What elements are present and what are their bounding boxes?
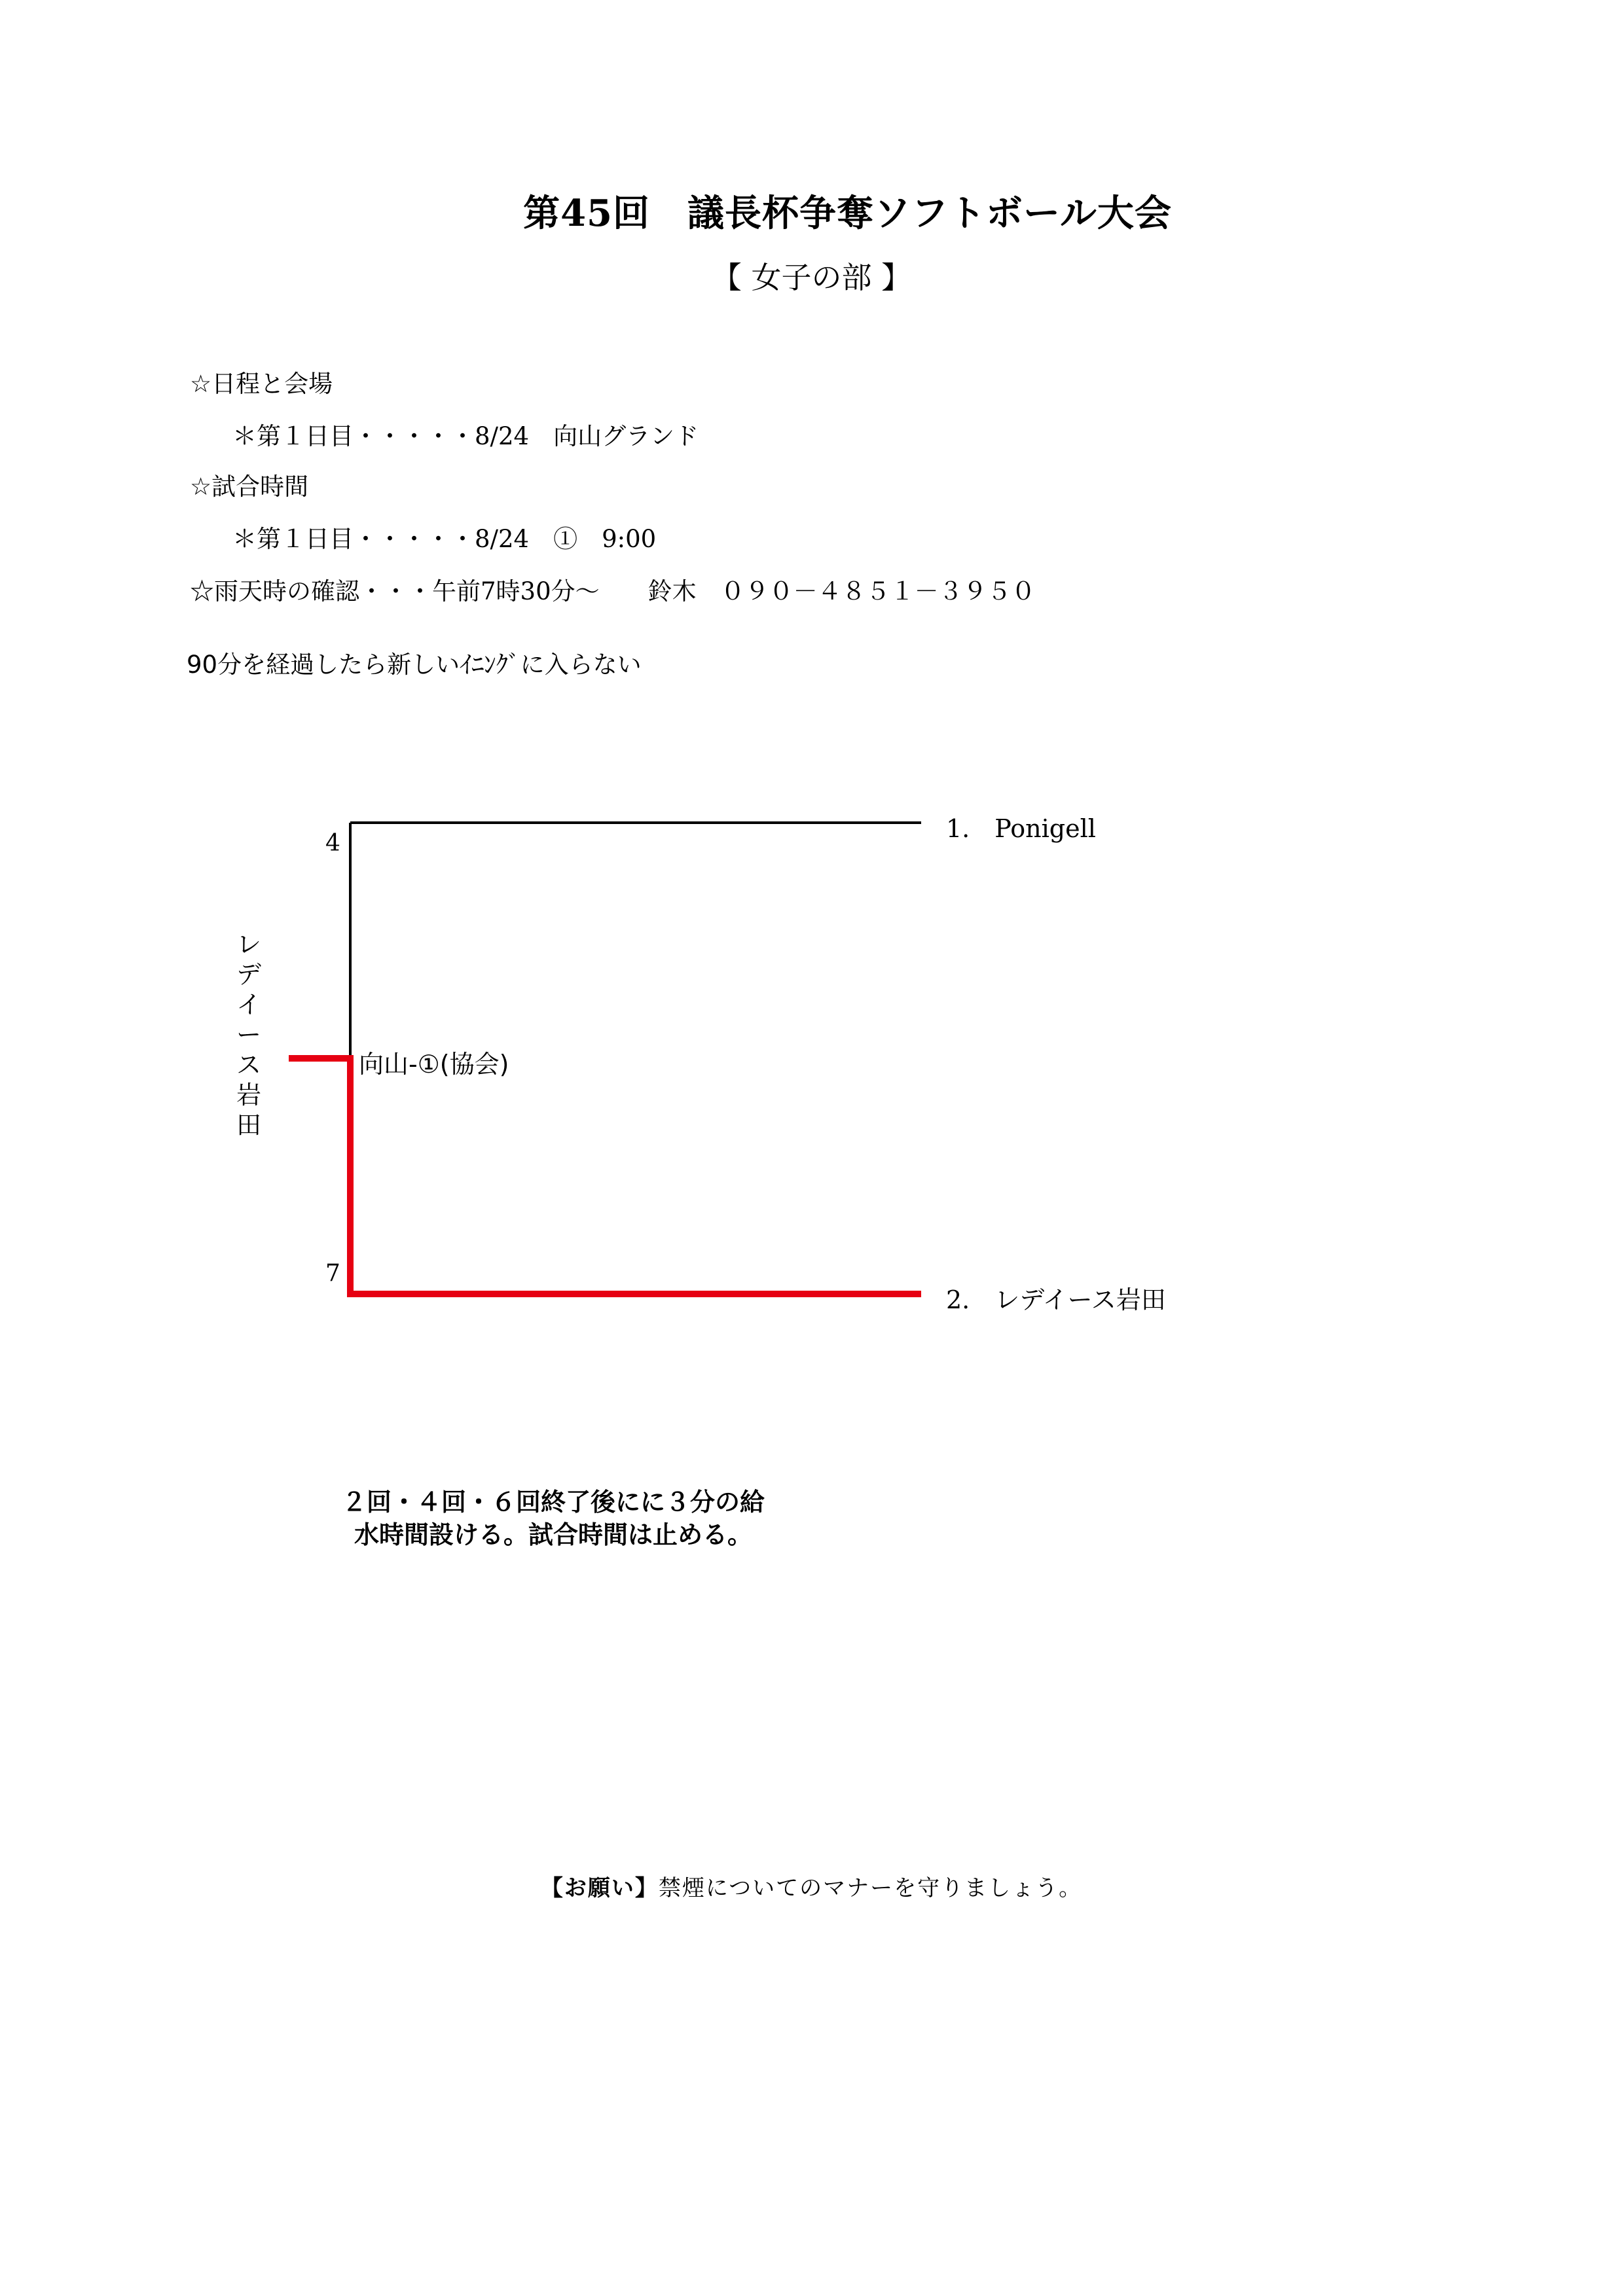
- schedule-heading: ☆日程と会場: [190, 370, 333, 398]
- winner-name-char: ー: [236, 1020, 261, 1049]
- time-heading: ☆試合時間: [190, 473, 309, 501]
- score-team1: 4: [325, 830, 340, 857]
- winner-name-char: イ: [236, 990, 261, 1019]
- winner-name-char: 岩: [236, 1081, 261, 1109]
- page-title: 第45回 議長杯争奪ソフトボール大会: [523, 192, 1172, 235]
- request-label: 【お願い】: [540, 1875, 659, 1901]
- time-limit-rule: 90分を経過したら新しいｲﾆﾝｸﾞに入らない: [187, 651, 642, 679]
- schedule-day1: ＊第１日目・・・・・8/24 向山グランド: [232, 422, 699, 450]
- rain-check-info: ☆雨天時の確認・・・午前7時30分～ 鈴木 ０９０－４８５１－３９５０: [190, 577, 1036, 605]
- winner-name-char: デ: [236, 960, 261, 989]
- winner-name-vertical: [232, 929, 265, 1140]
- winner-name-char: 田: [236, 1111, 261, 1139]
- winner-name-char: レ: [236, 930, 261, 959]
- venue-label: 向山-①(協会): [359, 1050, 509, 1079]
- page-subtitle: 【 女子の部 】: [711, 260, 912, 295]
- request-text: 禁煙についてのマナーを守りましょう。: [658, 1875, 1083, 1901]
- score-team2: 7: [325, 1260, 340, 1287]
- time-day1: ＊第１日目・・・・・8/24 ① 9:00: [232, 525, 657, 553]
- bracket-lines-winner: [289, 1055, 921, 1294]
- team2-label: 2. レデイース岩田: [946, 1285, 1166, 1314]
- bracket-lines-top: [350, 823, 921, 1058]
- request-notice: [0, 1870, 1623, 1902]
- team1-label: 1. Ponigell: [946, 814, 1096, 843]
- winner-name-char: ス: [236, 1050, 261, 1079]
- water-break-note: ２回・４回・６回終了後にに３分の給水時間設ける。試合時間は止める。: [341, 1488, 765, 1549]
